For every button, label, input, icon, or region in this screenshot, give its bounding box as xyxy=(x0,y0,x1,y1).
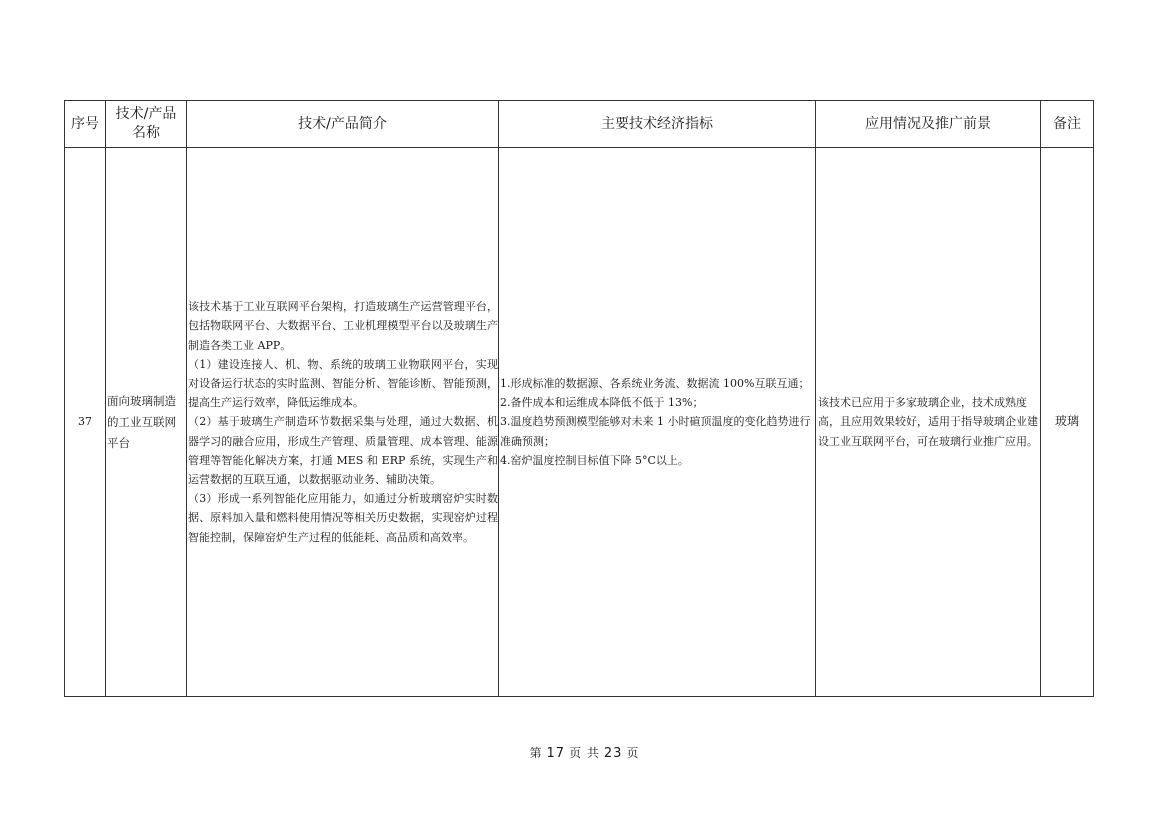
row-name: 面向玻璃制造的工业互联网平台 xyxy=(106,148,187,697)
header-intro: 技术/产品简介 xyxy=(187,101,499,148)
footer-prefix: 第 xyxy=(529,746,543,760)
header-name: 技术/产品名称 xyxy=(106,101,187,148)
row-seq: 37 xyxy=(65,148,106,697)
indicator-item: 3.温度趋势预测模型能够对未来 1 小时碹顶温度的变化趋势进行准确预测； xyxy=(500,415,811,448)
total-pages-number: 23 xyxy=(603,746,623,761)
indicator-item: 4.窑炉温度控制目标值下降 5°C以上。 xyxy=(500,453,689,467)
application-text: 该技术已应用于多家玻璃企业，技术成熟度高，且应用效果较好，适用于指导玻璃企业建设工业互联网平台，可在玻璃行业推广应用。 xyxy=(818,396,1038,448)
header-note: 备注 xyxy=(1041,101,1094,148)
footer-middle: 页 共 xyxy=(569,746,600,760)
intro-paragraph: （2）基于玻璃生产制造环节数据采集与处理，通过大数据、机器学习的融合应用，形成生产管理、质量管理、成本管理、能源管理等智能化解决方案，打通 MES 和 ERP 系统，实现生产和运营数据的互联互通，以数据驱动业务、辅助决策。 xyxy=(188,415,498,486)
header-row xyxy=(65,101,1094,148)
footer-suffix: 页 xyxy=(626,746,640,760)
header-indicators: 主要技术经济指标 xyxy=(499,101,816,148)
indicator-item: 1.形成标准的数据源、各系统业务流、数据流 100%互联互通； xyxy=(500,376,810,390)
page-footer xyxy=(0,744,1169,761)
row-indicators xyxy=(499,148,816,697)
row-note: 玻璃 xyxy=(1041,148,1094,697)
current-page-number: 17 xyxy=(546,746,566,761)
intro-paragraph: 该技术基于工业互联网平台架构，打造玻璃生产运营管理平台，包括物联网平台、大数据平台、工业机理模型平台以及玻璃生产制造各类工业 APP。 xyxy=(188,300,498,352)
intro-paragraph: （3）形成一系列智能化应用能力，如通过分析玻璃窑炉实时数据、原料加入量和燃料使用情况等相关历史数据，实现窑炉过程智能控制，保障窑炉生产过程的低能耗、高品质和高效率。 xyxy=(188,492,498,544)
table-row xyxy=(65,148,1094,697)
row-intro xyxy=(187,148,499,697)
header-application: 应用情况及推广前景 xyxy=(816,101,1041,148)
indicator-item: 2.备件成本和运维成本降低不低于 13%； xyxy=(500,396,704,410)
header-seq: 序号 xyxy=(65,101,106,148)
technology-table xyxy=(64,100,1094,697)
row-application xyxy=(816,148,1041,697)
intro-paragraph: （1）建设连接人、机、物、系统的玻璃工业物联网平台，实现对设备运行状态的实时监测、智能分析、智能诊断、智能预测，提高生产运行效率，降低运维成本。 xyxy=(188,357,498,410)
